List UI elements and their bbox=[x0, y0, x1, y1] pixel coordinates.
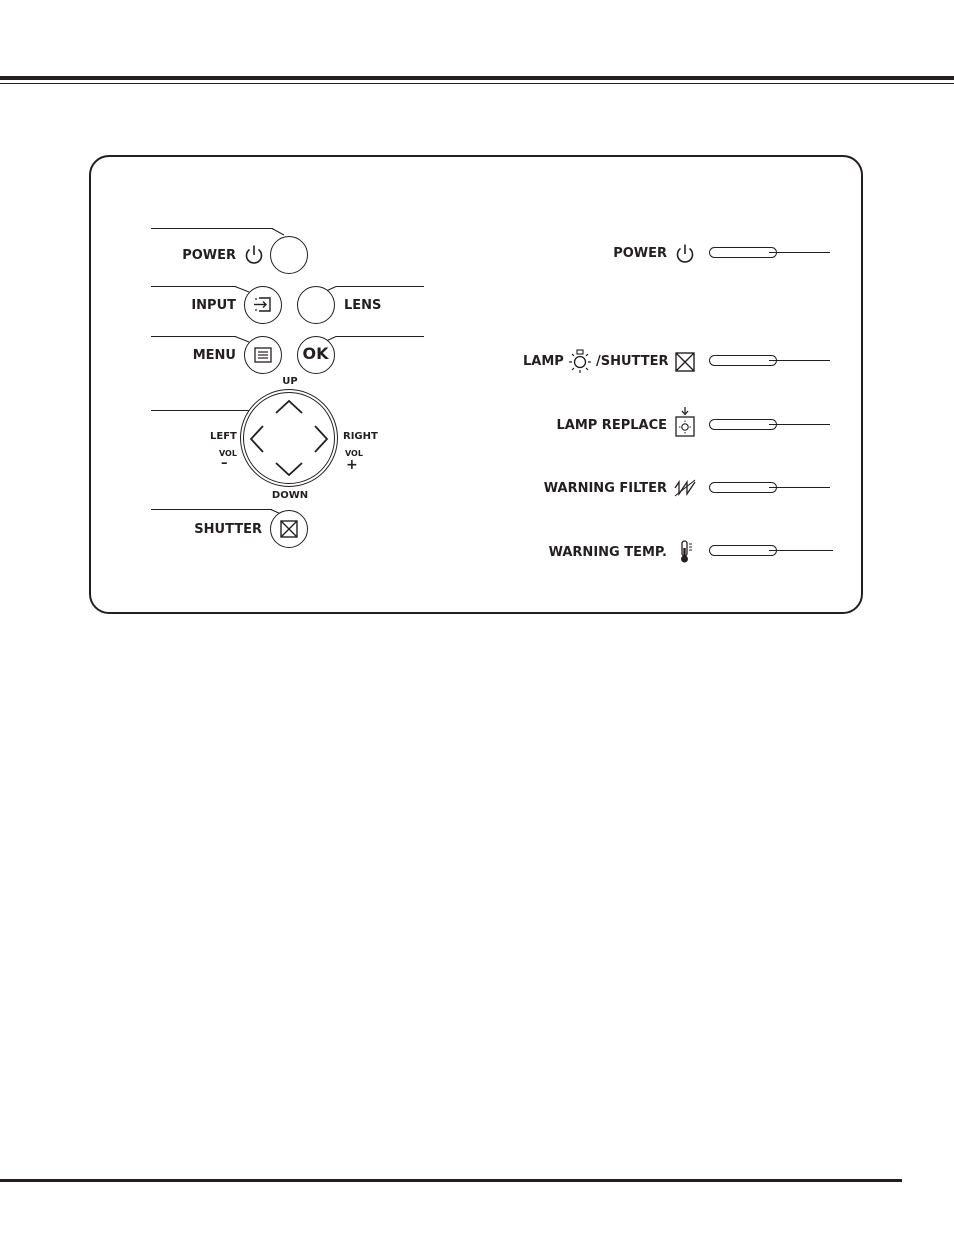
lamp-icon bbox=[566, 348, 594, 376]
leader-line-input bbox=[151, 286, 236, 287]
lamp-shutter-indicator-leader bbox=[769, 360, 830, 361]
power-button[interactable] bbox=[270, 236, 308, 274]
leader-line-shutter bbox=[151, 509, 272, 510]
menu-button[interactable] bbox=[244, 336, 282, 374]
warning-temp-indicator-leader bbox=[769, 550, 833, 551]
power-indicator-icon bbox=[674, 243, 696, 265]
menu-button-label: MENU bbox=[192, 348, 236, 363]
lamp-replace-indicator-lamp bbox=[709, 419, 777, 430]
leader-line-menu bbox=[151, 336, 236, 337]
header-rule-thin bbox=[0, 83, 954, 84]
shutter-indicator-label: /SHUTTER bbox=[596, 354, 669, 369]
left-label: LEFT bbox=[210, 431, 237, 442]
ok-button-label: OK bbox=[302, 344, 329, 363]
lamp-shutter-indicator-lamp bbox=[709, 355, 777, 366]
arrow-up-icon[interactable] bbox=[274, 399, 304, 415]
leader-line-power bbox=[151, 228, 273, 229]
power-indicator-label: POWER bbox=[613, 246, 667, 261]
lens-button-label: LENS bbox=[344, 298, 382, 313]
power-indicator-lamp bbox=[709, 247, 777, 258]
lamp-replace-indicator-label: LAMP REPLACE bbox=[556, 418, 667, 433]
thermometer-icon bbox=[678, 540, 694, 564]
input-icon bbox=[253, 296, 273, 314]
vol-minus-label: – bbox=[221, 456, 228, 471]
shutter-button[interactable] bbox=[270, 510, 308, 548]
power-icon bbox=[243, 244, 265, 266]
lamp-replace-indicator-leader bbox=[769, 424, 830, 425]
leader-line-ok bbox=[336, 336, 424, 337]
lamp-indicator-label: LAMP bbox=[523, 354, 564, 369]
warning-filter-indicator-leader bbox=[769, 487, 830, 488]
power-button-label: POWER bbox=[182, 248, 236, 263]
warning-temp-indicator-label: WARNING TEMP. bbox=[548, 545, 667, 560]
lamp-replace-icon bbox=[674, 406, 696, 438]
shutter-indicator-icon bbox=[675, 352, 695, 372]
filter-icon bbox=[673, 478, 697, 498]
leader-line-lens bbox=[336, 286, 424, 287]
vol-right-label: VOL bbox=[345, 449, 363, 458]
menu-icon bbox=[254, 347, 272, 363]
power-indicator-leader bbox=[769, 252, 830, 253]
header-rule-thick bbox=[0, 76, 954, 80]
vol-plus-label: + bbox=[346, 457, 358, 473]
up-label: UP bbox=[282, 376, 298, 387]
vol-left-label: VOL bbox=[219, 449, 237, 458]
input-button[interactable] bbox=[244, 286, 282, 324]
footer-rule bbox=[0, 1179, 902, 1182]
arrow-down-icon[interactable] bbox=[274, 461, 304, 477]
leader-line-dpad bbox=[151, 410, 251, 411]
warning-temp-indicator-lamp bbox=[709, 545, 777, 556]
arrow-right-icon[interactable] bbox=[313, 424, 329, 454]
input-button-label: INPUT bbox=[191, 298, 236, 313]
warning-filter-indicator-label: WARNING FILTER bbox=[543, 481, 667, 496]
ok-button[interactable] bbox=[297, 336, 335, 374]
arrow-left-icon[interactable] bbox=[249, 424, 265, 454]
shutter-button-label: SHUTTER bbox=[194, 522, 262, 537]
shutter-icon bbox=[280, 520, 298, 538]
right-label: RIGHT bbox=[343, 431, 378, 442]
warning-filter-indicator-lamp bbox=[709, 482, 777, 493]
down-label: DOWN bbox=[271, 490, 309, 501]
lens-button[interactable] bbox=[297, 286, 335, 324]
